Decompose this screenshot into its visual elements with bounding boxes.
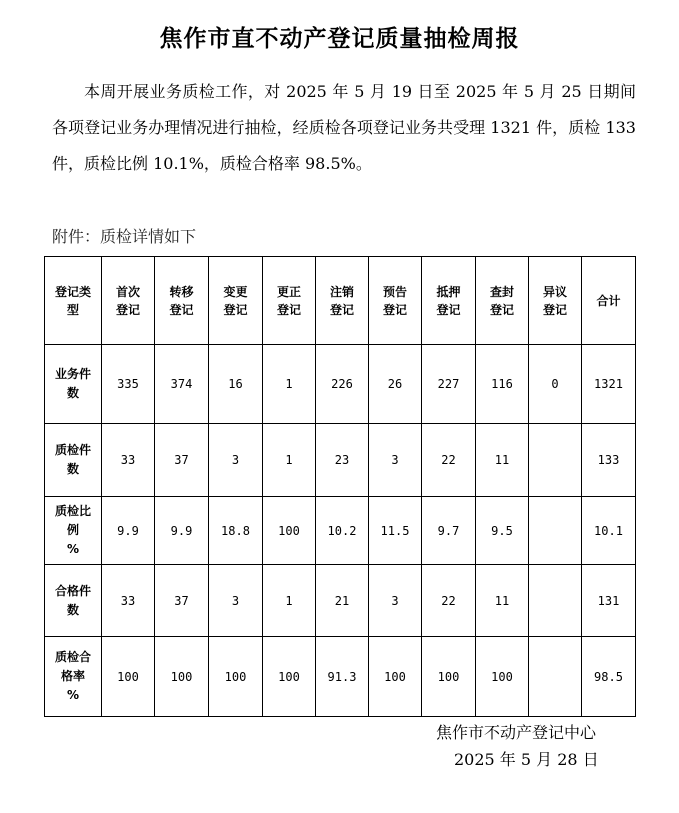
table-cell: 11.5 — [369, 497, 422, 565]
table-cell: 91.3 — [316, 637, 369, 717]
table-cell: 3 — [369, 565, 422, 637]
table-cell: 37 — [155, 424, 209, 497]
header-seizure-registration: 查封 登记 — [476, 257, 529, 345]
table-cell: 16 — [209, 345, 263, 424]
header-objection-registration: 异议 登记 — [529, 257, 582, 345]
table-cell: 33 — [102, 424, 155, 497]
table-cell: 22 — [422, 424, 476, 497]
table-cell: 3 — [209, 424, 263, 497]
table-cell: 100 — [209, 637, 263, 717]
table-cell: 9.9 — [155, 497, 209, 565]
row-label: 业务件 数 — [45, 345, 102, 424]
table-cell: 226 — [316, 345, 369, 424]
table-cell: 100 — [263, 637, 316, 717]
table-cell: 23 — [316, 424, 369, 497]
header-cancellation-registration: 注销 登记 — [316, 257, 369, 345]
table-cell: 131 — [582, 565, 636, 637]
table-cell: 11 — [476, 424, 529, 497]
table-cell — [529, 497, 582, 565]
header-first-registration: 首次 登记 — [102, 257, 155, 345]
table-cell: 98.5 — [582, 637, 636, 717]
header-mortgage-registration: 抵押 登记 — [422, 257, 476, 345]
table-cell: 0 — [529, 345, 582, 424]
table-cell: 26 — [369, 345, 422, 424]
table-cell: 3 — [209, 565, 263, 637]
table-cell — [529, 424, 582, 497]
table-cell: 100 — [155, 637, 209, 717]
header-advance-notice-registration: 预告 登记 — [369, 257, 422, 345]
table-cell: 116 — [476, 345, 529, 424]
table-cell: 11 — [476, 565, 529, 637]
table-row — [45, 345, 636, 424]
issue-date: 2025 年 5 月 28 日 — [454, 750, 599, 769]
table-row — [45, 497, 636, 565]
table-cell: 1 — [263, 345, 316, 424]
table-cell: 100 — [422, 637, 476, 717]
table-cell: 9.7 — [422, 497, 476, 565]
header-transfer-registration: 转移 登记 — [155, 257, 209, 345]
table-cell: 22 — [422, 565, 476, 637]
quality-inspection-table — [44, 256, 636, 717]
header-corner: 登记类 型 — [45, 257, 102, 345]
row-label: 质检件 数 — [45, 424, 102, 497]
table-cell: 1 — [263, 424, 316, 497]
table-cell — [529, 565, 582, 637]
table-cell: 33 — [102, 565, 155, 637]
table-cell: 21 — [316, 565, 369, 637]
intro-paragraph: 本周开展业务质检工作，对 2025 年 5 月 19 日至 2025 年 5 月 25 日期间各项登记业务办理情况进行抽检，经质检各项登记业务共受理 1321 件，质检 133 件，质检比例 10.1%，质检合格率 98.5%。 — [52, 82, 636, 173]
table-cell: 133 — [582, 424, 636, 497]
table-cell: 1321 — [582, 345, 636, 424]
table-cell: 227 — [422, 345, 476, 424]
header-correction-registration: 更正 登记 — [263, 257, 316, 345]
row-label: 质检比 例 % — [45, 497, 102, 565]
table-cell: 10.2 — [316, 497, 369, 565]
table-row — [45, 637, 636, 717]
attachment-note: 附件：质检详情如下 — [52, 227, 197, 246]
table-cell: 37 — [155, 565, 209, 637]
row-label: 质检合 格率 % — [45, 637, 102, 717]
table-cell: 9.5 — [476, 497, 529, 565]
table-row — [45, 565, 636, 637]
table-cell: 3 — [369, 424, 422, 497]
table-cell: 374 — [155, 345, 209, 424]
page-title: 焦作市直不动产登记质量抽检周报 — [159, 26, 520, 52]
table-cell: 335 — [102, 345, 155, 424]
header-total: 合计 — [582, 257, 636, 345]
table-cell: 100 — [476, 637, 529, 717]
table-cell: 10.1 — [582, 497, 636, 565]
table-cell: 9.9 — [102, 497, 155, 565]
table-cell: 100 — [263, 497, 316, 565]
table-cell: 1 — [263, 565, 316, 637]
row-label: 合格件 数 — [45, 565, 102, 637]
table-cell: 18.8 — [209, 497, 263, 565]
table-header-row — [45, 257, 636, 345]
issuing-organization: 焦作市不动产登记中心 — [436, 723, 597, 742]
table-row — [45, 424, 636, 497]
header-change-registration: 变更 登记 — [209, 257, 263, 345]
table-cell: 100 — [102, 637, 155, 717]
table-cell: 100 — [369, 637, 422, 717]
table-cell — [529, 637, 582, 717]
